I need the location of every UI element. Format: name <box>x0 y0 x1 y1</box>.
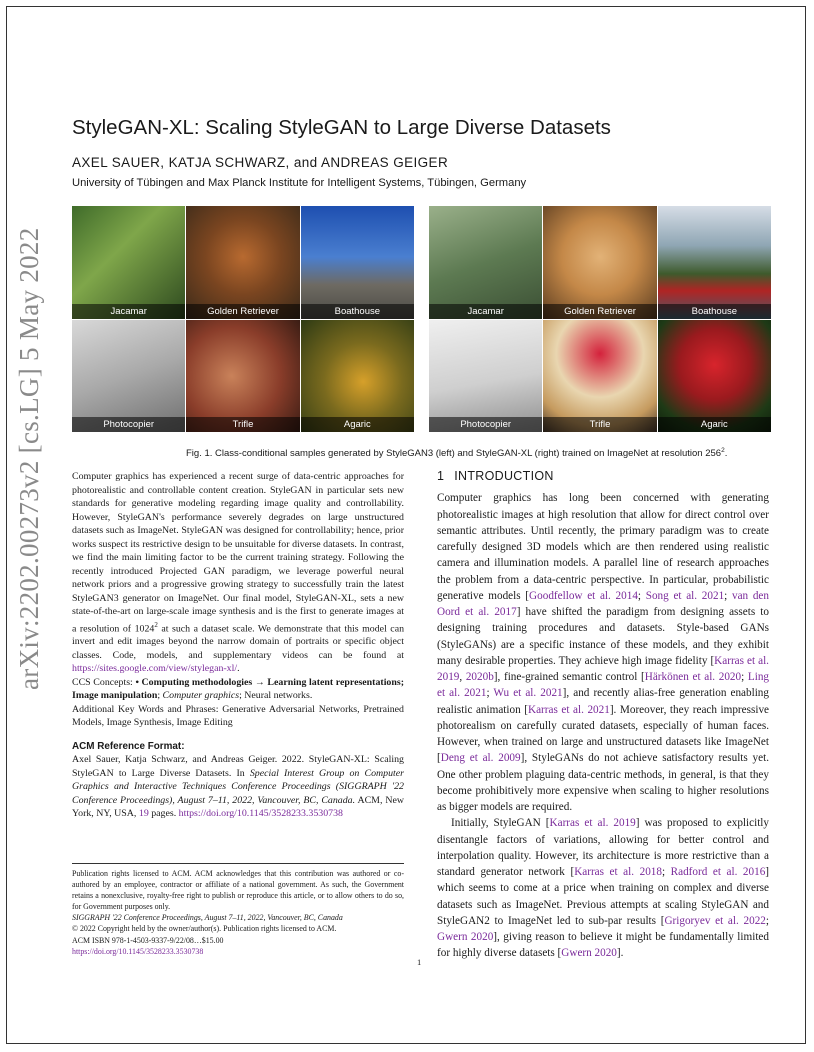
citation-link[interactable]: Karras et al. 2019 <box>437 654 769 683</box>
ccs-italic: Computer graphics <box>162 690 240 702</box>
citation-link[interactable]: Deng et al. 2009 <box>440 752 521 765</box>
body-text: ], StyleGANs do not achieve satisfactory results yet. One other problem plaguing data-centric methods, in general, is that they become prohibitively more expensive when scaling to higher resolutions as bigger models are required. <box>437 752 769 813</box>
ccs-concepts <box>72 676 404 703</box>
sample-label: Boathouse <box>301 304 414 319</box>
ccs-bold: • Computing methodologies → Learning latent representations; Image manipulation <box>72 676 404 702</box>
sample-image <box>72 320 185 433</box>
sample-label: Jacamar <box>429 304 542 319</box>
sample-label: Golden Retriever <box>186 304 299 319</box>
sample-image <box>658 320 771 433</box>
sample-image <box>658 206 771 319</box>
footnote-block <box>72 868 404 957</box>
abstract-sup: 2 <box>154 620 158 629</box>
body-text: ; <box>724 589 732 602</box>
footnote-rights: Publication rights licensed to ACM. ACM acknowledges that this contribution was authored or co-authored by an employee, contractor or affiliate of a national government. As such, the Government retains a nonexclusive, royalty-free right to publish or reproduce this article, or to allow others to do so, for Government purposes only. <box>72 869 404 912</box>
citation-link[interactable]: Gwern 2020 <box>437 931 494 943</box>
caption-sup: 2 <box>721 447 725 454</box>
abstract-tail: at such a dataset scale. We demonstrate that this model can invert and edit images beyond the narrow domain of portraits or specific object classes. Code, models, and supplementary videos can be found at <box>72 622 405 661</box>
paper-affiliation: University of Tübingen and Max Planck Institute for Intelligent Systems, Tübingen, Germany <box>72 177 527 189</box>
citation-link[interactable]: Härkönen et al. 2020 <box>644 671 742 683</box>
sample-label: Boathouse <box>658 304 771 319</box>
paper-authors: AXEL SAUER, KATJA SCHWARZ, and ANDREAS GEIGER <box>72 155 449 170</box>
body-text: ], giving reason to believe it might be fundamentally limited for highly diverse datasets [ <box>437 931 769 960</box>
body-text: ; <box>486 687 494 700</box>
abstract-text: Computer graphics has experienced a recent surge of data-centric approaches for photorealistic and controllable content creation. StyleGAN in particular sets new standards for generative modeling regarding image quality and controllability. However, StyleGAN's performance severely degrades on large unstructured datasets such as ImageNet. StyleGAN was designed for controllability; hence, prior works suspect its restrictive design to be unsuitable for diverse datasets. In contrast, we find the main limiting factor to be the current training strategy. Following the recently introduced Projected GAN paradigm, we leverage powerful neural network priors and a progressive growing strategy to successfully train the latest StyleGAN3 generator on ImageNet. Our final model, StyleGAN-XL, sets a new state-of-the-art on large-scale image synthesis and is the first to generate images at a resolution of 1024 <box>72 471 404 634</box>
citation-link[interactable]: Wu et al. 2021 <box>493 687 563 700</box>
caption-text: Fig. 1. Class-conditional samples generated by StyleGAN3 (left) and StyleGAN-XL (right) trained on ImageNet at resolution 256 <box>186 448 722 460</box>
section-title: INTRODUCTION <box>454 469 554 483</box>
figure-grid-stylegan3 <box>72 206 414 432</box>
citation-link[interactable]: 2020b <box>465 671 494 683</box>
doi-link[interactable]: https://doi.org/10.1145/3528233.3530738 <box>178 808 343 820</box>
arxiv-stamp: arXiv:2202.00273v2 [cs.LG] 5 May 2022 <box>14 227 44 690</box>
sample-label: Agaric <box>301 417 414 432</box>
sample-label: Agaric <box>658 417 771 432</box>
intro-paragraph-2 <box>437 815 769 961</box>
sample-image <box>429 320 542 433</box>
sample-label: Photocopier <box>429 417 542 432</box>
acm-reference <box>72 753 404 821</box>
project-url-link[interactable]: https://sites.google.com/view/stylegan-xl/ <box>72 663 238 675</box>
abstract <box>72 470 404 676</box>
sample-image <box>186 206 299 319</box>
citation-link[interactable]: van den Oord et al. 2017 <box>437 589 769 618</box>
body-text: ] was proposed to explicitly disentangle factors of variations, allowing for better control and interpolation quality. However, its architecture is more restrictive than a standard generator network [ <box>437 817 770 878</box>
acm-ref-text: pages. <box>148 808 179 820</box>
citation-link[interactable]: Karras et al. 2021 <box>528 703 610 716</box>
footnote-venue <box>72 912 404 923</box>
citation-link[interactable]: Goodfellow et al. 2014 <box>529 589 638 602</box>
ccs-sep: ; <box>157 690 163 702</box>
body-text: Computer graphics has long been concerned with generating photorealistic images at high resolution that allow for direct control over semantic attributes. Until recently, the primary paradigm was to create carefully designed 3D models which are then rendered using realistic camera and illumination models. A parallel line of research approaches the problem from a data-centric perspective. In particular, probabilistic generative models [ <box>437 492 769 602</box>
body-text: ]. Moreover, they reach impressive photorealism on carefully curated datasets, especially of human faces. However, when trained on large and unstructured datasets like ImageNet [ <box>437 703 770 765</box>
citation-link[interactable]: Song et al. 2021 <box>645 589 725 602</box>
body-text: ; <box>637 589 646 602</box>
right-column <box>437 468 769 962</box>
citation-link[interactable]: Ling et al. 2021 <box>437 671 770 700</box>
sample-image <box>301 206 414 319</box>
citation-link[interactable]: Radford et al. 2016 <box>670 866 766 878</box>
sample-image <box>429 206 542 319</box>
body-text: ], fine-grained semantic control [ <box>493 671 645 683</box>
figure-grid-stylegan-xl <box>429 206 771 432</box>
sample-label: Photocopier <box>72 417 185 432</box>
acm-ref-pages-link[interactable]: 19 <box>138 808 149 820</box>
paper-title: StyleGAN-XL: Scaling StyleGAN to Large Diverse Datasets <box>72 116 611 139</box>
body-text: ; <box>765 914 769 927</box>
sample-image <box>543 206 656 319</box>
citation-link[interactable]: Grigoryev et al. 2022 <box>664 914 766 927</box>
acm-ref-text: ACM, New York, NY, USA, <box>72 794 404 820</box>
left-column <box>72 470 404 821</box>
body-text: ] have shifted the paradigm from designing assets to designing training procedures and datasets. Style-based GANs (StyleGANs) are a specific instance of these models, and they exhibit many desirable properties. They achieve high image fidelity [ <box>437 606 769 667</box>
keywords: Additional Key Words and Phrases: Generative Adversarial Networks, Pretrained Models, Image Synthesis, Image Editing <box>72 703 404 729</box>
body-text: ]. <box>616 947 624 960</box>
abstract-end: . <box>237 663 240 675</box>
body-text: ], and recently alias-free generation enabling realistic animation [ <box>437 687 769 716</box>
sample-image <box>72 206 185 319</box>
footnote-copyright: © 2022 Copyright held by the owner/author(s). Publication rights licensed to ACM. <box>72 924 337 934</box>
intro-paragraph-1 <box>437 490 769 815</box>
page-number: 1 <box>417 957 422 967</box>
body-text: Initially, StyleGAN [ <box>451 817 550 830</box>
body-text: , <box>459 671 466 683</box>
body-text: ; <box>661 866 671 878</box>
acm-ref-venue: Special Interest Group on Computer Graphics and Interactive Techniques Conference Proceedings (SIGGRAPH '22 Conference Proceedings), August 7–11, 2022, Vancouver, BC, Canada. <box>72 767 404 806</box>
section-number: 1 <box>437 469 445 483</box>
sample-label: Trifle <box>543 417 656 432</box>
section-heading <box>437 468 769 484</box>
footnote-isbn: ACM ISBN 978-1-4503-9337-9/22/08…$15.00 <box>72 935 224 945</box>
footnote-doi-link[interactable]: https://doi.org/10.1145/3528233.3530738 <box>72 946 204 956</box>
acm-ref-text: Axel Sauer, Katja Schwarz, and Andreas Geiger. 2022. StyleGAN-XL: Scaling StyleGAN to Large Diverse Datasets. In <box>72 754 404 779</box>
sample-label: Golden Retriever <box>543 304 656 319</box>
acm-reference-heading: ACM Reference Format: <box>72 740 185 752</box>
sample-label: Trifle <box>186 417 299 432</box>
sample-image <box>186 320 299 433</box>
caption-end: . <box>724 448 728 460</box>
body-text: ] which seems to come at a price when training on complex and diverse datasets such as ImageNet. Previous attempts at scaling StyleGAN and StyleGAN2 to ImageNet led to sub-par results [ <box>437 866 770 927</box>
sample-image <box>301 320 414 433</box>
footnote-venue-text: SIGGRAPH '22 Conference Proceedings, August 7–11, 2022, Vancouver, BC, Canada <box>72 913 343 923</box>
citation-link[interactable]: Karras et al. 2019 <box>549 817 636 830</box>
body-text: ; <box>741 671 748 683</box>
citation-link[interactable]: Gwern 2020 <box>561 947 617 960</box>
sample-image <box>543 320 656 433</box>
sample-label: Jacamar <box>72 304 185 319</box>
figure-caption <box>186 447 746 459</box>
ccs-tail: ; Neural networks. <box>239 690 313 702</box>
footnote-rule <box>72 863 404 864</box>
ccs-label: CCS Concepts: <box>72 676 136 688</box>
citation-link[interactable]: Karras et al. 2018 <box>574 866 662 878</box>
